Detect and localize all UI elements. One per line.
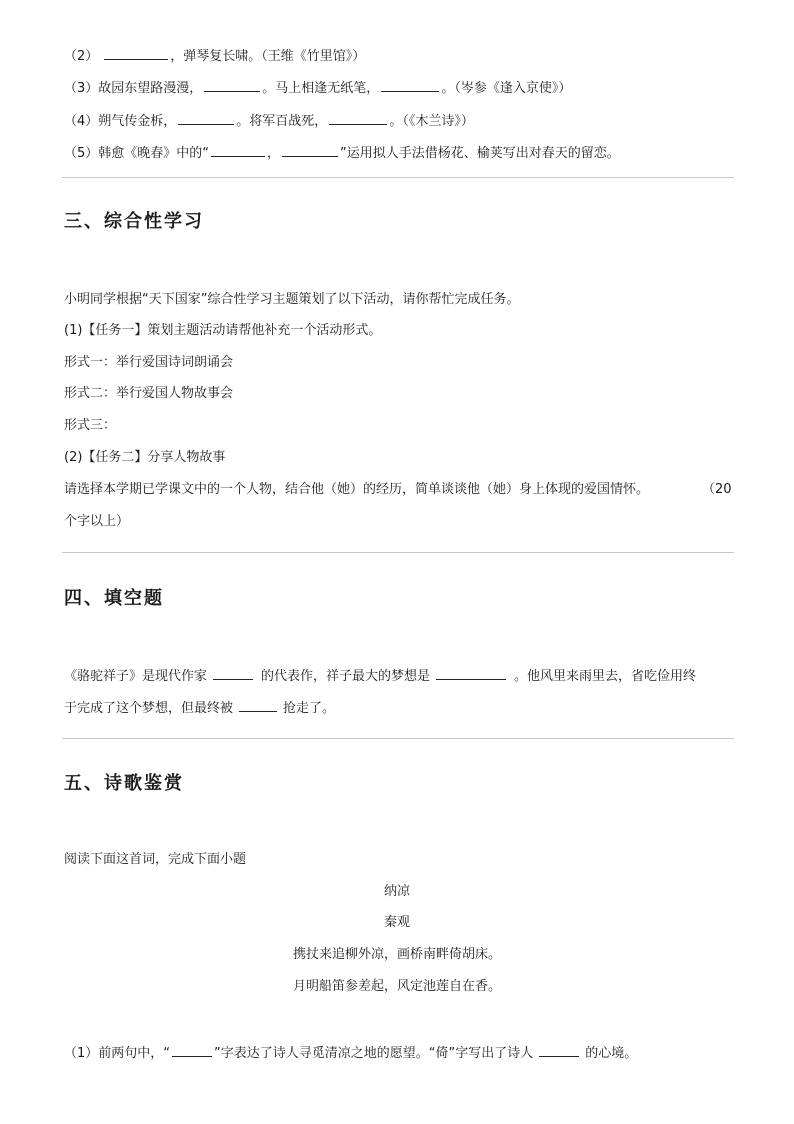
- divider: [62, 738, 734, 739]
- answer-blank[interactable]: [211, 142, 265, 157]
- poem-title: 纳凉: [383, 884, 410, 899]
- poem-author: 秦观: [383, 915, 410, 930]
- question-number: （4）: [64, 114, 99, 129]
- task-2-question: [64, 480, 649, 500]
- answer-blank[interactable]: [436, 665, 506, 680]
- form-2: 形式二：举行爱国人物故事会: [64, 386, 234, 401]
- question-text: 。（《木兰诗》）: [389, 114, 474, 129]
- question-number: （2）: [64, 49, 99, 64]
- answer-blank[interactable]: [239, 697, 277, 712]
- divider: [62, 177, 734, 178]
- question-text: ，弹琴复长啸。（王维《竹里馆》）: [170, 49, 366, 64]
- poem-line: 月明船笛参差起，风定池莲自在香。: [292, 979, 501, 994]
- paragraph: 阅读下面这首词，完成下面小题: [64, 852, 247, 867]
- answer-blank[interactable]: [213, 665, 253, 680]
- question-text: 请选择本学期已学课文中的一个人物，结合他（她）的经历，简单谈谈他（她）身上体现的爱国情怀。: [64, 482, 650, 497]
- question-text: 韩愈《晚春》中的“: [98, 146, 210, 161]
- question-text: 《骆驼祥子》是现代作家: [64, 669, 208, 684]
- question-text: 故园东望路漫漫，: [98, 81, 203, 96]
- question-text: 。将军百战死，: [236, 114, 328, 129]
- question-number: （5）: [64, 146, 99, 161]
- question-4: [64, 110, 474, 132]
- divider: [62, 552, 734, 553]
- section-title: 四、填空题: [64, 588, 164, 609]
- fill-blank-line-1: [64, 665, 696, 687]
- question-text: 。马上相逢无纸笔，: [262, 81, 380, 96]
- task-2-question-tail: （20: [702, 482, 732, 497]
- question-text: ，: [267, 146, 281, 161]
- form-3: 形式三：: [64, 418, 117, 433]
- answer-blank[interactable]: [178, 110, 234, 125]
- question-text: （1）前两句中，“: [64, 1046, 171, 1061]
- poem-question-1: [64, 1042, 637, 1064]
- question-text: 朔气传金柝，: [98, 114, 177, 129]
- answer-blank[interactable]: [172, 1042, 212, 1057]
- section-title: 三、综合性学习: [64, 211, 204, 232]
- answer-blank[interactable]: [204, 77, 260, 92]
- question-5: [64, 142, 620, 164]
- question-2: [64, 45, 365, 67]
- poem-line: 携扙来追柳外凉，画桥南畔倚胡床。: [292, 947, 501, 962]
- task-2-question-cont: 个字以上）: [64, 514, 130, 529]
- question-3: [64, 77, 571, 99]
- question-text: 。他风里来雨里去，省吃俭用终: [514, 669, 697, 684]
- question-text: 于完成了这个梦想，但最终被: [64, 701, 234, 716]
- answer-blank[interactable]: [539, 1042, 579, 1057]
- task-2: (2)【任务二】分享人物故事: [64, 450, 226, 465]
- form-1: 形式一：举行爱国诗词朗诵会: [64, 355, 234, 370]
- question-text: 的代表作，祥子最大的梦想是: [261, 669, 431, 684]
- question-text: 。（岑参《逢入京使》）: [441, 81, 572, 96]
- question-number: （3）: [64, 81, 99, 96]
- answer-blank[interactable]: [282, 142, 338, 157]
- paragraph: 小明同学根据“天下国家”综合性学习主题策划了以下活动，请你帮忙完成任务。: [64, 292, 520, 307]
- question-text: ”字表达了诗人寻觅清凉之地的愿望。“倚”字写出了诗人: [214, 1046, 534, 1061]
- answer-blank[interactable]: [329, 110, 387, 125]
- answer-blank[interactable]: [104, 45, 168, 60]
- question-text: 的心境。: [585, 1046, 638, 1061]
- question-text: 抢走了。: [283, 701, 336, 716]
- task-1: (1)【任务一】策划主题活动请帮他补充一个活动形式。: [64, 323, 382, 338]
- question-text: ”运用拟人手法借杨花、榆荚写出对春天的留恋。: [340, 146, 620, 161]
- answer-blank[interactable]: [381, 77, 439, 92]
- section-title: 五、诗歌鉴赏: [64, 773, 184, 794]
- fill-blank-line-2: [64, 697, 335, 719]
